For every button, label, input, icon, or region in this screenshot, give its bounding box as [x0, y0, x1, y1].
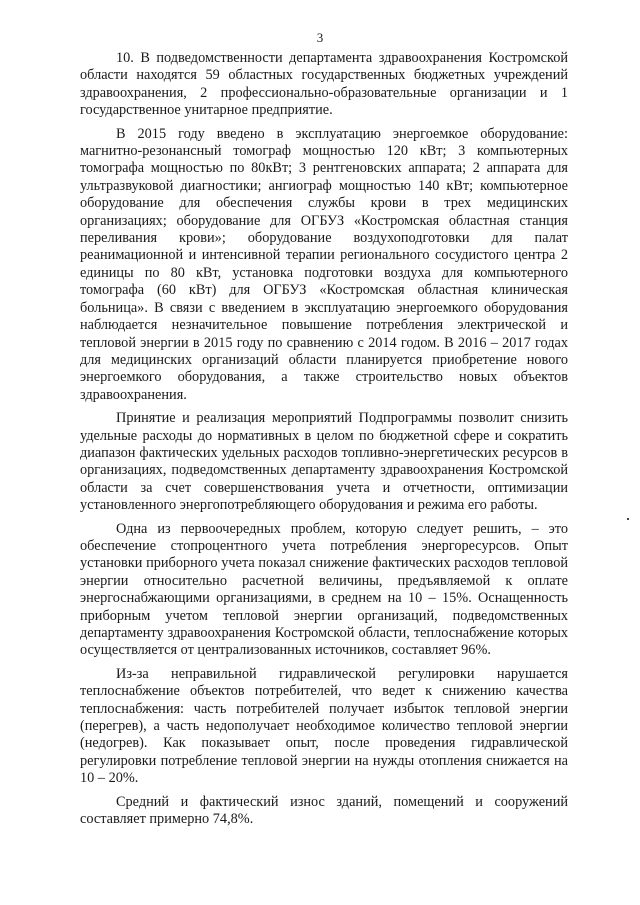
page-number: 3 [316, 30, 324, 45]
paragraph-subordinate-institutions: 10. В подведомственности департамента здравоохранения Костромской области находятся 59 областных государственных бюджетных учреждений здравоохранения, 2 профессионально-образовательные организации и 1 государственное унитарное предприятие. [80, 50, 568, 119]
paragraph-subprogram-measures: Принятие и реализация мероприятий Подпрограммы позволит снизить удельные расходы до нормативных в целом по бюджетной сфере и сократить диапазон фактических удельных расходов топливно-энергетических ресурсов в организациях, подведомственных департаменту здравоохранения Костромской области за счет совершенствования учета и отчетности, оптимизации установленного энергопотребляющего оборудования и режима его работы. [80, 410, 568, 514]
paragraph-metering-problem: Одна из первоочередных проблем, которую следует решить, – это обеспечение стопроцентного учета потребления энергоресурсов. Опыт установки приборного учета показал снижение фактических расходов тепловой энергии относительно расчетной величины, предъявляемой к оплате энергоснабжающими организациями, в среднем на 10 – 15%. Оснащенность приборным учетом тепловой энергии организаций, подведомственных департаменту здравоохранения Костромской области, теплоснабжение которых осуществляется от централизованных источников, составляет 96%. [80, 520, 568, 659]
paragraph-energy-equipment-2015: В 2015 году введено в эксплуатацию энергоемкое оборудование: магнитно-резонансный томограф мощностью 120 кВт; 3 компьютерных томографа мощностью по 80кВт; 3 рентгеновских аппарата; 2 аппарата для ультразвуковой диагностики; ангиограф мощностью 140 кВт; компьютерное оборудование для обеспечения службы крови в трех медицинских организациях; оборудование для ОГБУЗ «Костромская областная станция переливания крови»; оборудование воздухоподготовки для палат реанимационной и интенсивной терапии регионального сосудистого центра 2 единицы по 80 кВт, установка подготовки воздуха для компьютерного томографа (60 кВт) для ОГБУЗ «Костромская областная клиническая больница». В связи с введением в эксплуатацию энергоемкого оборудования наблюдается незначительное повышение потребления электрической и тепловой энергии в 2015 году по сравнению с 2014 годом. В 2016 – 2017 годах для медицинских организаций области планируется приобретение нового энергоемкого оборудования, а также строительство новых объектов здравоохранения. [80, 125, 568, 403]
paragraph-building-wear: Средний и фактический износ зданий, помещений и сооружений составляет примерно 74,8%. [80, 793, 568, 828]
scan-mark [627, 518, 629, 520]
document-body [80, 50, 568, 834]
paragraph-hydraulic-regulation: Из-за неправильной гидравлической регулировки нарушается теплоснабжение объектов потребителей, что ведет к снижению качества теплоснабжения: часть потребителей получает избыток тепловой энергии (перегрев), а часть недополучает необходимое количество тепловой энергии (недогрев). Как показывает опыт, после проведения гидравлической регулировки потребление тепловой энергии на нужды отопления снижается на 10 – 20%. [80, 665, 568, 787]
